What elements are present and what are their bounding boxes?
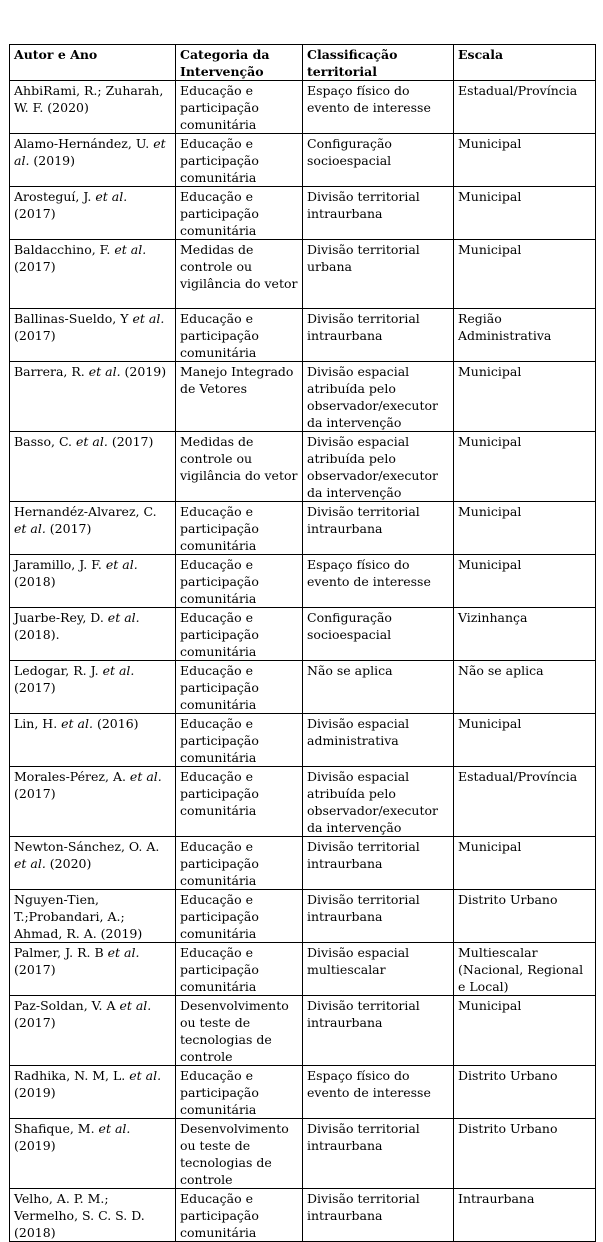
table-row (10, 362, 596, 432)
cell-scale (454, 309, 596, 362)
cell-classification-text: Espaço físico do evento de interesse (307, 83, 431, 115)
cell-author (10, 362, 176, 432)
cell-author-text: Alamo-Hernández, U. et al. (2019) (14, 136, 170, 168)
cell-scale (454, 1119, 596, 1189)
cell-scale-text: Municipal (458, 557, 522, 572)
cell-classification (303, 240, 454, 309)
cell-author-text: Radhika, N. M, L. et al. (2019) (14, 1068, 166, 1100)
cell-author (10, 502, 176, 555)
cell-author (10, 1119, 176, 1189)
cell-scale (454, 661, 596, 714)
cell-classification-text: Configuração socioespacial (307, 610, 396, 642)
cell-category-text: Educação e participação comunitária (180, 769, 263, 818)
cell-scale (454, 714, 596, 767)
cell-scale (454, 1189, 596, 1242)
cell-category-text: Educação e participação comunitária (180, 136, 263, 185)
cell-classification-text: Divisão territorial intraurbana (307, 1191, 424, 1223)
cell-classification-text: Divisão espacial administrativa (307, 716, 414, 748)
cell-author (10, 240, 176, 309)
cell-author (10, 661, 176, 714)
cell-category (176, 134, 303, 187)
cell-author (10, 1189, 176, 1242)
cell-category (176, 362, 303, 432)
cell-category-text: Medidas de controle ou vigilância do vetor (180, 242, 298, 291)
cell-category-text: Educação e participação comunitária (180, 892, 263, 941)
cell-scale-text: Vizinhança (458, 610, 528, 625)
cell-classification-text: Divisão espacial atribuída pelo observador/executor da intervenção (307, 434, 442, 500)
cell-author (10, 1066, 176, 1119)
cell-author-text: Velho, A. P. M.; Vermelho, S. C. S. D. (2018) (14, 1191, 149, 1240)
cell-author (10, 837, 176, 890)
cell-scale (454, 996, 596, 1066)
cell-author-text: Palmer, J. R. B et al. (2017) (14, 945, 144, 977)
cell-scale (454, 362, 596, 432)
cell-category (176, 837, 303, 890)
cell-scale-text: Municipal (458, 504, 522, 519)
header-classification (303, 45, 454, 81)
cell-classification (303, 996, 454, 1066)
cell-scale (454, 1066, 596, 1119)
table-row (10, 714, 596, 767)
cell-author-text: Lin, H. et al. (2016) (14, 716, 139, 731)
cell-classification-text: Não se aplica (307, 663, 393, 678)
cell-classification (303, 943, 454, 996)
cell-classification (303, 1189, 454, 1242)
cell-scale (454, 943, 596, 996)
cell-category-text: Educação e participação comunitária (180, 83, 263, 132)
cell-scale (454, 502, 596, 555)
cell-scale (454, 767, 596, 837)
header-author-label: Autor e Ano (14, 47, 98, 62)
cell-author-text: Morales-Pérez, A. et al. (2017) (14, 769, 166, 801)
header-scale (454, 45, 596, 81)
cell-category (176, 309, 303, 362)
header-category (176, 45, 303, 81)
cell-author-text: Ledogar, R. J. et al. (2017) (14, 663, 139, 695)
cell-scale (454, 555, 596, 608)
cell-classification-text: Divisão territorial urbana (307, 242, 424, 274)
table-row (10, 1066, 596, 1119)
cell-classification (303, 555, 454, 608)
table-row (10, 890, 596, 943)
cell-classification (303, 134, 454, 187)
cell-category-text: Educação e participação comunitária (180, 504, 263, 553)
cell-category (176, 1189, 303, 1242)
cell-category-text: Educação e participação comunitária (180, 945, 263, 994)
table-row (10, 555, 596, 608)
cell-classification (303, 1119, 454, 1189)
cell-classification (303, 767, 454, 837)
cell-author-text: Baldacchino, F. et al. (2017) (14, 242, 151, 274)
table-row (10, 134, 596, 187)
cell-scale-text: Municipal (458, 136, 522, 151)
cell-author (10, 187, 176, 240)
cell-classification (303, 309, 454, 362)
cell-classification (303, 1066, 454, 1119)
table-row (10, 502, 596, 555)
cell-category-text: Educação e participação comunitária (180, 189, 263, 238)
cell-classification-text: Divisão territorial intraurbana (307, 839, 424, 871)
cell-author (10, 134, 176, 187)
cell-author (10, 608, 176, 661)
cell-author (10, 81, 176, 134)
cell-category (176, 608, 303, 661)
table-row (10, 81, 596, 134)
cell-author-text: Juarbe-Rey, D. et al. (2018). (14, 610, 144, 642)
header-scale-label: Escala (458, 47, 504, 62)
cell-scale-text: Municipal (458, 364, 522, 379)
cell-category (176, 661, 303, 714)
cell-scale-text: Municipal (458, 839, 522, 854)
cell-author (10, 890, 176, 943)
cell-category (176, 714, 303, 767)
cell-category (176, 996, 303, 1066)
cell-category-text: Educação e participação comunitária (180, 610, 263, 659)
cell-author (10, 767, 176, 837)
cell-scale (454, 81, 596, 134)
cell-classification (303, 432, 454, 502)
cell-scale-text: Distrito Urbano (458, 1068, 558, 1083)
cell-scale (454, 837, 596, 890)
cell-author-text: Nguyen-Tien, T.;Probandari, A.; Ahmad, R. A. (2019) (14, 892, 143, 941)
cell-category (176, 555, 303, 608)
cell-classification (303, 362, 454, 432)
cell-classification-text: Espaço físico do evento de interesse (307, 557, 431, 589)
cell-category (176, 81, 303, 134)
cell-scale-text: Municipal (458, 434, 522, 449)
cell-author-text: Newton-Sánchez, O. A. et al. (2020) (14, 839, 164, 871)
cell-category (176, 240, 303, 309)
header-author (10, 45, 176, 81)
cell-author-text: Hernandéz-Alvarez, C. et al. (2017) (14, 504, 161, 536)
cell-scale-text: Multiescalar (Nacional, Regional e Local) (458, 945, 588, 994)
table-row (10, 767, 596, 837)
cell-category-text: Medidas de controle ou vigilância do vetor (180, 434, 298, 483)
cell-classification-text: Configuração socioespacial (307, 136, 396, 168)
table-body (10, 81, 596, 1242)
cell-author (10, 432, 176, 502)
cell-scale-text: Distrito Urbano (458, 892, 558, 907)
cell-author-text: Basso, C. et al. (2017) (14, 434, 154, 449)
cell-classification (303, 837, 454, 890)
cell-scale-text: Municipal (458, 189, 522, 204)
cell-category-text: Desenvolvimento ou teste de tecnologias de controle (180, 998, 293, 1064)
cell-category (176, 943, 303, 996)
cell-author-text: Jaramillo, J. F. et al. (2018) (14, 557, 142, 589)
cell-author (10, 943, 176, 996)
cell-category (176, 767, 303, 837)
cell-classification-text: Divisão espacial atribuída pelo observador/executor da intervenção (307, 364, 442, 430)
table-row (10, 608, 596, 661)
cell-scale-text: Distrito Urbano (458, 1121, 558, 1136)
cell-author-text: AhbiRami, R.; Zuharah, W. F. (2020) (14, 83, 168, 115)
cell-scale (454, 890, 596, 943)
cell-scale (454, 608, 596, 661)
table-row (10, 943, 596, 996)
cell-scale-text: Municipal (458, 716, 522, 731)
header-classification-label: Classificação territorial (307, 47, 402, 79)
cell-category-text: Educação e participação comunitária (180, 663, 263, 712)
cell-author (10, 555, 176, 608)
cell-author-text: Ballinas-Sueldo, Y et al. (2017) (14, 311, 169, 343)
cell-classification-text: Divisão territorial intraurbana (307, 998, 424, 1030)
table-row (10, 432, 596, 502)
cell-author (10, 714, 176, 767)
cell-classification (303, 661, 454, 714)
cell-category-text: Educação e participação comunitária (180, 311, 263, 360)
table-row (10, 187, 596, 240)
cell-author (10, 996, 176, 1066)
cell-classification-text: Divisão territorial intraurbana (307, 189, 424, 221)
table-header (10, 45, 596, 81)
cell-author-text: Barrera, R. et al. (2019) (14, 364, 167, 379)
cell-scale-text: Estadual/Província (458, 83, 578, 98)
table-row (10, 661, 596, 714)
cell-category (176, 1119, 303, 1189)
cell-category-text: Educação e participação comunitária (180, 1068, 263, 1117)
cell-category-text: Educação e participação comunitária (180, 716, 263, 765)
cell-classification-text: Divisão espacial multiescalar (307, 945, 414, 977)
header-category-label: Categoria da Intervenção (180, 47, 274, 79)
cell-classification-text: Divisão territorial intraurbana (307, 1121, 424, 1153)
cell-scale-text: Municipal (458, 998, 522, 1013)
cell-category (176, 1066, 303, 1119)
cell-author-text: Paz-Soldan, V. A et al. (2017) (14, 998, 156, 1030)
cell-classification (303, 608, 454, 661)
cell-classification-text: Divisão espacial atribuída pelo observador/executor da intervenção (307, 769, 442, 835)
cell-category-text: Educação e participação comunitária (180, 839, 263, 888)
table-row (10, 996, 596, 1066)
cell-classification (303, 890, 454, 943)
cell-scale-text: Estadual/Província (458, 769, 578, 784)
cell-category (176, 890, 303, 943)
cell-scale-text: Região Administrativa (458, 311, 552, 343)
table-row (10, 1119, 596, 1189)
cell-author-text: Arosteguí, J. et al. (2017) (14, 189, 132, 221)
table-row (10, 240, 596, 309)
cell-scale-text: Não se aplica (458, 663, 544, 678)
cell-classification-text: Divisão territorial intraurbana (307, 311, 424, 343)
table-row (10, 309, 596, 362)
cell-author-text: Shafique, M. et al. (2019) (14, 1121, 135, 1153)
cell-classification-text: Divisão territorial intraurbana (307, 892, 424, 924)
cell-classification (303, 714, 454, 767)
cell-scale (454, 187, 596, 240)
cell-classification (303, 187, 454, 240)
cell-scale (454, 134, 596, 187)
cell-category (176, 187, 303, 240)
cell-scale (454, 240, 596, 309)
cell-author (10, 309, 176, 362)
cell-classification-text: Divisão territorial intraurbana (307, 504, 424, 536)
cell-scale-text: Municipal (458, 242, 522, 257)
cell-category-text: Desenvolvimento ou teste de tecnologias de controle (180, 1121, 293, 1187)
cell-classification (303, 502, 454, 555)
cell-classification (303, 81, 454, 134)
cell-category-text: Manejo Integrado de Vetores (180, 364, 298, 396)
cell-classification-text: Espaço físico do evento de interesse (307, 1068, 431, 1100)
review-table (9, 44, 596, 1242)
table-row (10, 837, 596, 890)
header-row (10, 45, 596, 81)
cell-category-text: Educação e participação comunitária (180, 1191, 263, 1240)
cell-category (176, 432, 303, 502)
cell-scale-text: Intraurbana (458, 1191, 535, 1206)
cell-scale (454, 432, 596, 502)
cell-category (176, 502, 303, 555)
cell-category-text: Educação e participação comunitária (180, 557, 263, 606)
table-row (10, 1189, 596, 1242)
